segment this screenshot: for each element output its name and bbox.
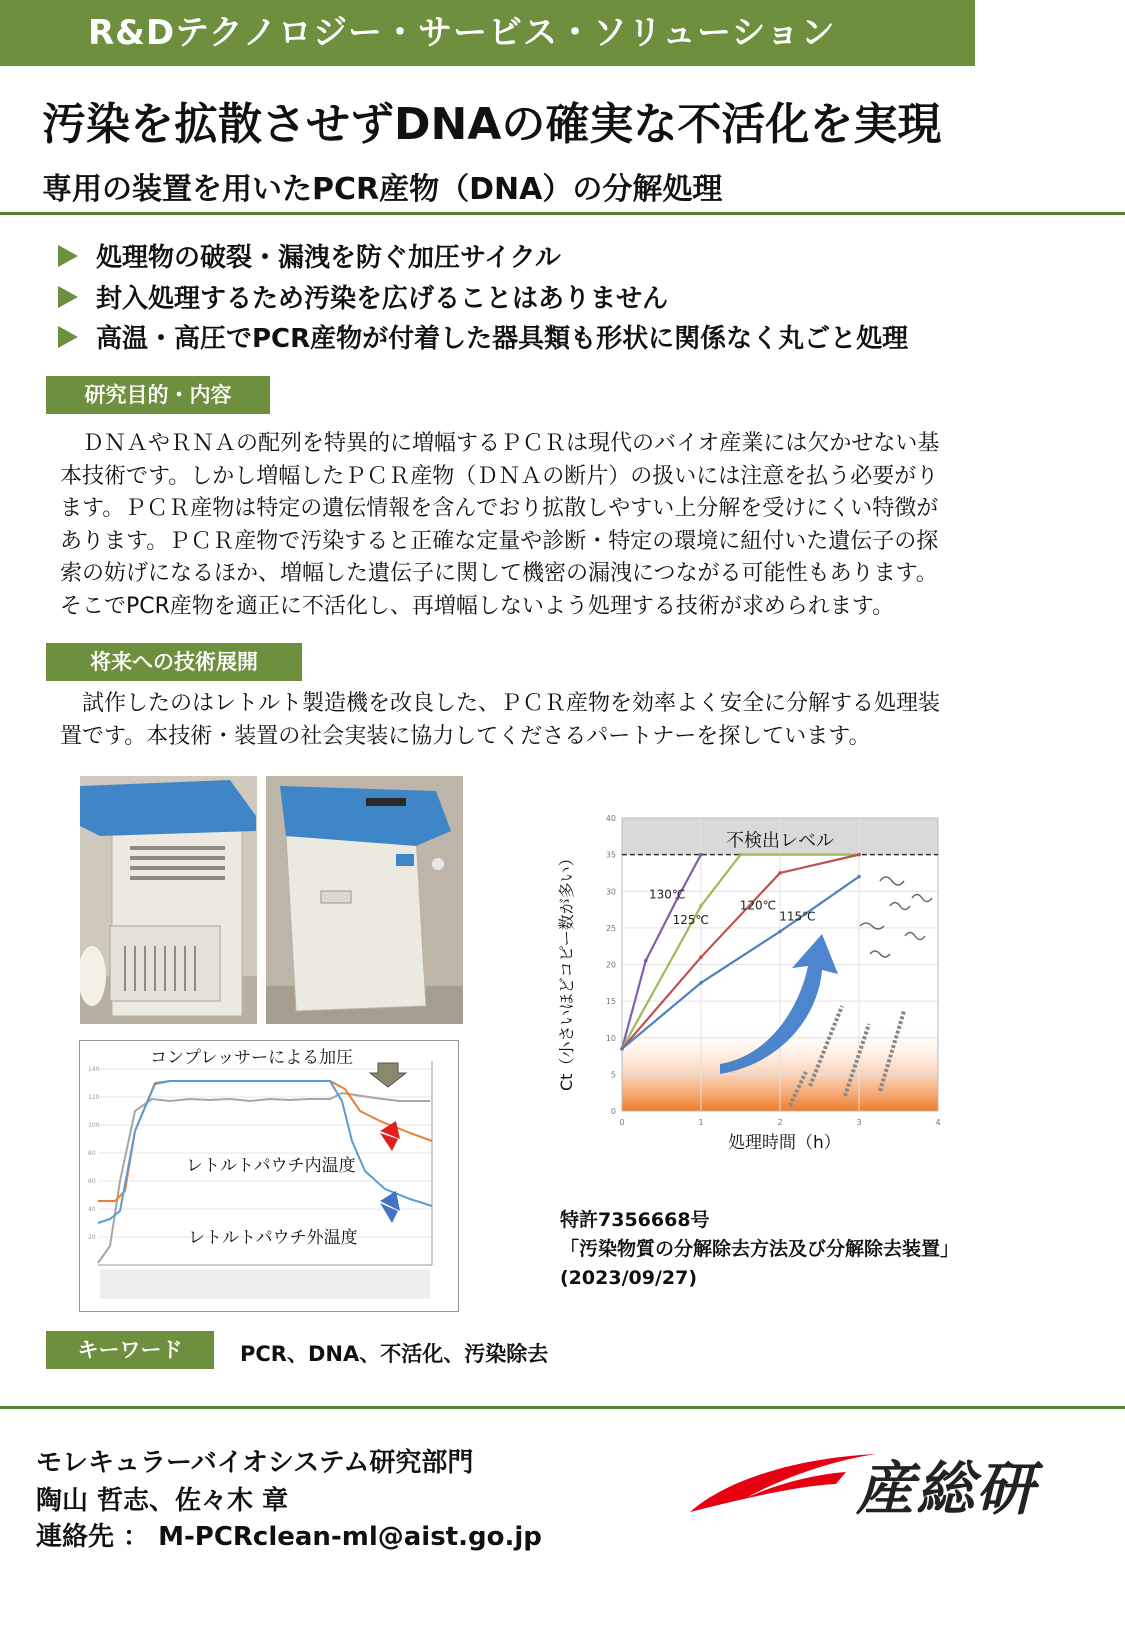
triangle-bullet-icon <box>58 326 78 348</box>
feature-item: 封入処理するため汚染を広げることはありません <box>58 278 668 315</box>
keywords-label: キーワード <box>46 1331 214 1369</box>
dna-fragment-icon <box>905 933 925 940</box>
series-label: 120℃ <box>739 898 777 913</box>
svg-text:40: 40 <box>88 1206 96 1213</box>
dna-fragment-icon <box>912 895 932 902</box>
svg-text:120: 120 <box>88 1094 100 1101</box>
series-point <box>644 959 648 963</box>
compressor-label: コンプレッサーによる加圧 <box>150 1048 354 1068</box>
series-point <box>699 981 703 985</box>
pressure-temperature-chart <box>79 1040 459 1312</box>
patent-block <box>560 1206 959 1293</box>
page-subtitle: 専用の装置を用いたPCR産物（DNA）の分解処理 <box>42 172 723 207</box>
apparatus-photo-back <box>80 776 257 1024</box>
y-tick-label: 30 <box>605 887 616 897</box>
header-divider <box>0 212 1125 215</box>
y-tick-label: 0 <box>610 1107 616 1116</box>
series-point <box>699 955 703 959</box>
patent-number: 特許7356668号 <box>560 1209 710 1231</box>
section-heading-purpose: 研究目的・内容 <box>46 376 270 414</box>
ct-chart <box>557 806 960 1156</box>
purpose-paragraph: ＤＮＡやＲＮＡの配列を特異的に増幅するＰＣＲは現代のバイオ産業には欠かせない基 本技術です。しかし増幅したＰＣＲ産物（ＤＮＡの断片）の扱いには注意を払う必要がり ます。ＰＣＲ産物は特定の遺伝情報を含んでおり拡散しやすい上分解を受けにくい特徴が あります。ＰＣＲ産物で汚染すると正確な定量や診断・特定の環境に紐付いた遺伝子の探 索の妨げになるほか、増幅した遺伝子に関して機密の漏洩につながる可能性もあります。 そこでPCR産物を適正に不活化し、再増幅しないよう処理する技術が求められます。 <box>60 431 940 619</box>
series-point <box>620 1047 624 1051</box>
triangle-bullet-icon <box>58 286 78 308</box>
y-tick-label: 10 <box>605 1033 616 1043</box>
y-tick-label: 40 <box>605 814 616 823</box>
svg-text:80: 80 <box>88 1150 96 1157</box>
y-tick-label: 25 <box>605 923 616 933</box>
series-label: 130℃ <box>649 887 686 902</box>
series-point <box>778 930 782 934</box>
triangle-bullet-icon <box>58 245 78 267</box>
series-point <box>857 853 861 857</box>
y-tick-label: 5 <box>610 1070 616 1080</box>
ct-chart-svg <box>560 806 960 1156</box>
outer-temperature-label: レトルトパウチ外温度 <box>188 1228 358 1248</box>
page-title: 汚染を拡散させずDNAの確実な不活化を実現 <box>42 99 942 150</box>
department-name: モレキュラーバイオシステム研究部門 <box>36 1448 474 1478</box>
y-tick-label: 35 <box>605 850 616 860</box>
patent-date: (2023/09/27) <box>560 1267 698 1289</box>
ct-x-axis-label: 処理時間（h） <box>728 1133 841 1153</box>
feature-item: 処理物の破裂・漏洩を防ぐ加圧サイクル <box>58 237 561 274</box>
x-tick-label: 3 <box>856 1118 862 1127</box>
series-label: 125℃ <box>672 913 709 928</box>
footer-divider <box>0 1406 1125 1409</box>
dna-fragment-icon <box>890 903 910 910</box>
x-tick-label: 4 <box>935 1118 941 1127</box>
series-point <box>699 904 703 908</box>
x-tick-label: 2 <box>777 1118 783 1127</box>
apparatus-photo-front <box>266 776 463 1024</box>
aist-logo-text: 産総研 <box>856 1455 1037 1523</box>
aist-logo <box>686 1440 1066 1523</box>
svg-text:60: 60 <box>88 1178 96 1185</box>
ct-y-axis-label: Ct（小さいほどコピー数が多い） <box>557 850 576 1091</box>
keywords-value: PCR、DNA、不活化、汚染除去 <box>240 1342 549 1366</box>
series-point <box>778 871 782 875</box>
threshold-label: 不検出レベル <box>726 830 834 852</box>
svg-text:140: 140 <box>88 1066 100 1073</box>
svg-text:100: 100 <box>88 1122 100 1129</box>
feature-item: 高温・高圧でPCR産物が付着した器具類も形状に関係なく丸ごと処理 <box>58 318 908 355</box>
pressure-temperature-plot <box>80 1041 458 1311</box>
section-heading-future: 将来への技術展開 <box>46 643 302 681</box>
dna-fragment-icon <box>880 877 904 885</box>
series-line-130℃ <box>622 855 701 1049</box>
y-tick-label: 20 <box>605 960 616 970</box>
series-point <box>739 853 743 857</box>
x-tick-label: 1 <box>698 1118 704 1127</box>
x-tick-label: 0 <box>619 1118 625 1127</box>
future-paragraph: 試作したのはレトルト製造機を改良した、ＰＣＲ産物を効率よく安全に分解する処理装 置です。本技術・装置の社会実装に協力してくださるパートナーを探しています。 <box>60 691 941 749</box>
category-banner: R&Dテクノロジー・サービス・ソリューション <box>0 0 975 66</box>
svg-text:20: 20 <box>88 1234 96 1241</box>
contact-email: 連絡先 ： M-PCRclean-ml@aist.go.jp <box>36 1522 542 1552</box>
series-label: 115℃ <box>779 909 816 924</box>
patent-title: 「汚染物質の分解除去方法及び分解除去装置」 <box>560 1238 960 1260</box>
dna-fragment-icon <box>870 951 890 957</box>
author-names: 陶山 哲志、佐々木 章 <box>36 1486 289 1516</box>
y-tick-label: 15 <box>605 997 616 1007</box>
series-point <box>699 853 703 857</box>
series-point <box>857 875 861 879</box>
inner-temperature-label: レトルトパウチ内温度 <box>186 1156 356 1176</box>
